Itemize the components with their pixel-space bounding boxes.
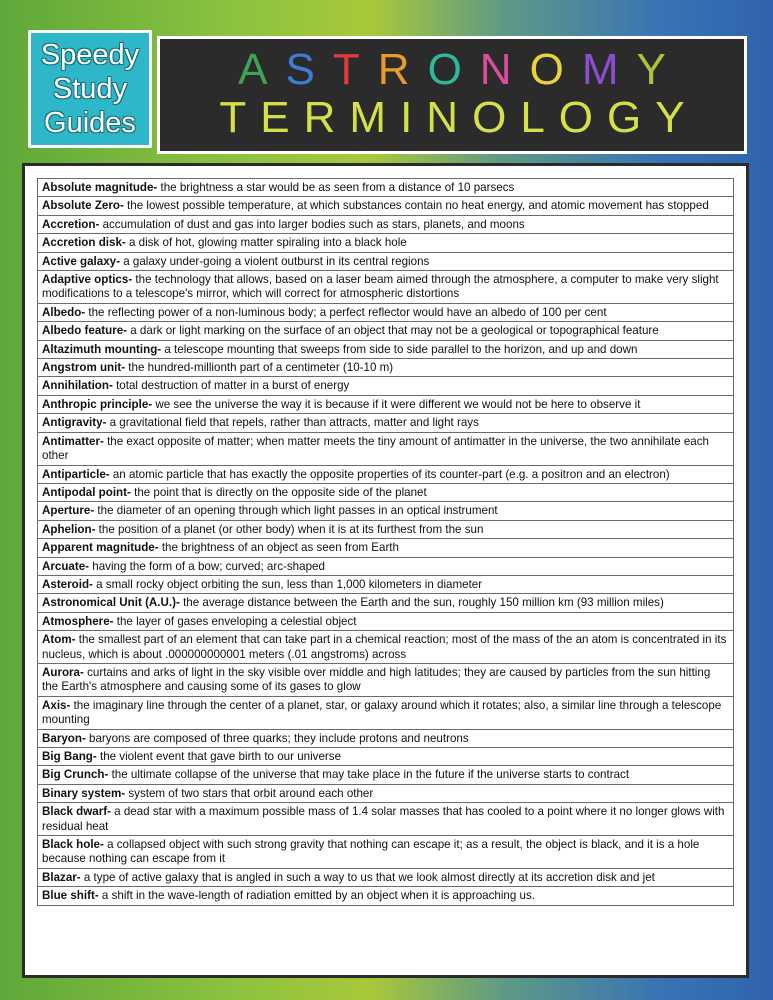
entry-term: Atmosphere- [42, 614, 114, 628]
entry-term: Black dwarf- [42, 805, 111, 819]
glossary-entry [38, 304, 733, 322]
entry-definition: a gravitational field that repels, rather than attracts, matter and light rays [106, 416, 479, 430]
entry-term: Aphelion- [42, 522, 96, 536]
glossary-entry [38, 322, 733, 340]
title-terminology [160, 95, 744, 141]
entry-definition: total destruction of matter in a burst of energy [112, 379, 350, 393]
entry-term: Binary system- [42, 786, 126, 800]
entry-definition: the diameter of an opening through which light passes in an optical instrument [94, 504, 498, 518]
glossary-entry [38, 271, 733, 304]
glossary-entry [38, 785, 733, 803]
entry-term: Absolute Zero- [42, 199, 124, 213]
glossary-entry [38, 484, 733, 502]
title-letter: O [558, 93, 594, 142]
entry-definition: a collapsed object with such strong gravity that nothing can escape it; as a result, the object is black, and it is a hole because nothing can escape from it [42, 838, 700, 866]
glossary-entry [38, 766, 733, 784]
title-banner [157, 36, 747, 154]
entry-definition: the smallest part of an element that can take part in a chemical reaction; most of the mass of the an atom is concentrated in its nucleus, which is about .000000000001 meters (.01 angstroms) across [42, 633, 727, 661]
entry-definition: a dark or light marking on the surface of an object that may not be a geological or topographical feature [127, 324, 659, 338]
title-letter: G [607, 93, 642, 142]
glossary-entry [38, 558, 733, 576]
glossary-entry [38, 377, 733, 395]
entry-term: Annihilation- [42, 379, 113, 393]
title-letter: R [377, 45, 410, 94]
entry-definition: accumulation of dust and gas into larger bodies such as stars, planets, and moons [99, 217, 525, 231]
entry-term: Blue shift- [42, 889, 99, 903]
entry-definition: the imaginary line through the center of a planet, star, or galaxy around which it rotates; also, a similar line through a telescope mounting [42, 698, 722, 727]
title-letter: T [332, 45, 360, 94]
entry-term: Active galaxy- [42, 254, 120, 268]
entry-definition: the hundred-millionth part of a centimeter (10-10 m) [125, 361, 394, 375]
entry-definition: the lowest possible temperature, at which substances contain no heat energy, and atomic movement has stopped [123, 199, 709, 213]
entry-term: Antimatter- [42, 434, 104, 448]
glossary-entry [38, 748, 733, 766]
entry-definition: a type of active galaxy that is angled in such a way to us that we look almost directly at its accretion disk and jet [80, 870, 655, 884]
title-letter: O [472, 93, 507, 142]
title-letter: L [520, 93, 545, 142]
glossary-table [37, 178, 734, 906]
entry-definition: the reflecting power of a non-luminous body; a perfect reflector would have an albedo of 100 per cent [85, 305, 607, 319]
entry-term: Aurora- [42, 665, 84, 679]
title-letter: N [479, 45, 512, 94]
entry-definition: the brightness of an object as seen from Earth [158, 541, 399, 555]
entry-definition: the position of a planet (or other body) when it is at its furthest from the sun [95, 522, 484, 536]
entry-term: Albedo- [42, 305, 86, 319]
glossary-entry [38, 664, 733, 697]
entry-definition: the violent event that gave birth to our universe [96, 750, 342, 763]
glossary-entry [38, 359, 733, 377]
logo-line-2: Study [52, 73, 128, 105]
entry-term: Black hole- [42, 838, 104, 852]
glossary-entry [38, 803, 733, 836]
glossary-entry [38, 697, 733, 730]
entry-definition: a dead star with a maximum possible mass of 1.4 solar masses that has cooled to a point where it no longer glows with residual heat [42, 805, 725, 833]
glossary-panel [22, 163, 749, 978]
entry-term: Accretion- [42, 217, 100, 231]
title-letter: M [349, 93, 387, 142]
entry-definition: the average distance between the Earth and the sun, roughly 150 million km (93 million miles) [179, 596, 664, 610]
entry-term: Atom- [42, 633, 76, 647]
entry-term: Aperture- [42, 504, 95, 518]
entry-definition: having the form of a bow; curved; arc-shaped [89, 559, 325, 573]
entry-term: Adaptive optics- [42, 273, 133, 287]
entry-term: Accretion disk- [42, 236, 126, 250]
logo-line-1: Speedy [40, 39, 140, 71]
entry-definition: we see the universe the way it is because if it were different we would not be here to observe it [152, 397, 641, 411]
title-letter: O [529, 45, 564, 94]
entry-term: Big Bang- [42, 750, 97, 763]
title-letter: N [426, 93, 459, 142]
glossary-entry [38, 414, 733, 432]
title-letter: I [400, 93, 413, 142]
title-letter: R [303, 93, 336, 142]
entry-definition: the layer of gases enveloping a celestial object [113, 614, 357, 628]
entry-term: Big Crunch- [42, 768, 109, 782]
entry-term: Asteroid- [42, 577, 93, 591]
glossary-entry [38, 521, 733, 539]
title-letter: Y [655, 93, 685, 142]
glossary-entry [38, 613, 733, 631]
glossary-entry [38, 887, 733, 905]
glossary-entry [38, 594, 733, 612]
glossary-entry [38, 234, 733, 252]
entry-term: Absolute magnitude- [42, 181, 158, 194]
glossary-entry [38, 341, 733, 359]
entry-term: Antipodal point- [42, 485, 131, 499]
title-letter: A [238, 45, 268, 94]
glossary-entry [38, 836, 733, 869]
glossary-entry [38, 433, 733, 466]
entry-term: Arcuate- [42, 559, 90, 573]
glossary-entry [38, 466, 733, 484]
glossary-entry [38, 179, 733, 197]
title-letter: Y [636, 45, 666, 94]
entry-definition: the technology that allows, based on a laser beam aimed through the atmosphere, a computer to make very slight modifications to a telescope's mirror, which will correct for atmospheric distortions [42, 273, 719, 301]
glossary-entry [38, 869, 733, 887]
title-letter: E [260, 93, 290, 142]
entry-definition: the ultimate collapse of the universe that may take place in the future if the universe starts to contract [108, 768, 630, 782]
title-letter: T [219, 93, 247, 142]
entry-definition: a telescope mounting that sweeps from side to side parallel to the horizon, and up and down [161, 342, 638, 356]
entry-term: Antigravity- [42, 416, 107, 430]
entry-definition: the point that is directly on the opposite side of the planet [130, 485, 427, 499]
entry-term: Apparent magnitude- [42, 541, 159, 555]
entry-definition: a galaxy under-going a violent outburst in its central regions [119, 254, 430, 268]
glossary-entry [38, 539, 733, 557]
entry-definition: a small rocky object orbiting the sun, less than 1,000 kilometers in diameter [92, 577, 483, 591]
entry-definition: the exact opposite of matter; when matter meets the tiny amount of antimatter in the universe, the two annihilate each other [42, 434, 709, 463]
entry-term: Blazar- [42, 870, 81, 884]
entry-term: Axis- [42, 698, 71, 712]
entry-term: Astronomical Unit (A.U.)- [42, 596, 180, 610]
title-letter: O [427, 45, 462, 94]
entry-definition: a shift in the wave-length of radiation emitted by an object when it is approaching us. [98, 889, 535, 903]
entry-term: Antiparticle- [42, 467, 110, 481]
entry-definition: baryons are composed of three quarks; they include protons and neutrons [85, 731, 469, 745]
glossary-entry [38, 253, 733, 271]
entry-definition: system of two stars that orbit around each other [125, 786, 374, 800]
entry-definition: a disk of hot, glowing matter spiraling into a black hole [125, 236, 407, 250]
title-astronomy [160, 47, 744, 93]
glossary-entry [38, 576, 733, 594]
entry-term: Altazimuth mounting- [42, 342, 162, 356]
title-letter: S [285, 45, 315, 94]
glossary-entry [38, 730, 733, 748]
glossary-entry [38, 197, 733, 215]
entry-term: Baryon- [42, 731, 86, 745]
speedy-study-guides-logo [28, 30, 152, 148]
logo-line-3: Guides [44, 107, 136, 139]
entry-definition: the brightness a star would be as seen from a distance of 10 parsecs [157, 181, 515, 194]
entry-definition: an atomic particle that has exactly the opposite properties of its counter-part (e.g. a positron and an electron) [109, 467, 670, 481]
title-letter: M [581, 45, 619, 94]
entry-term: Albedo feature- [42, 324, 128, 338]
entry-definition: curtains and arks of light in the sky visible over middle and high latitudes; they are caused by particles from the sun hitting the Earth's atmosphere and causing some of its gases to glow [42, 665, 711, 694]
glossary-entry [38, 216, 733, 234]
glossary-entry [38, 502, 733, 520]
glossary-entry [38, 396, 733, 414]
entry-term: Angstrom unit- [42, 361, 126, 375]
entry-term: Anthropic principle- [42, 397, 153, 411]
glossary-entry [38, 631, 733, 664]
